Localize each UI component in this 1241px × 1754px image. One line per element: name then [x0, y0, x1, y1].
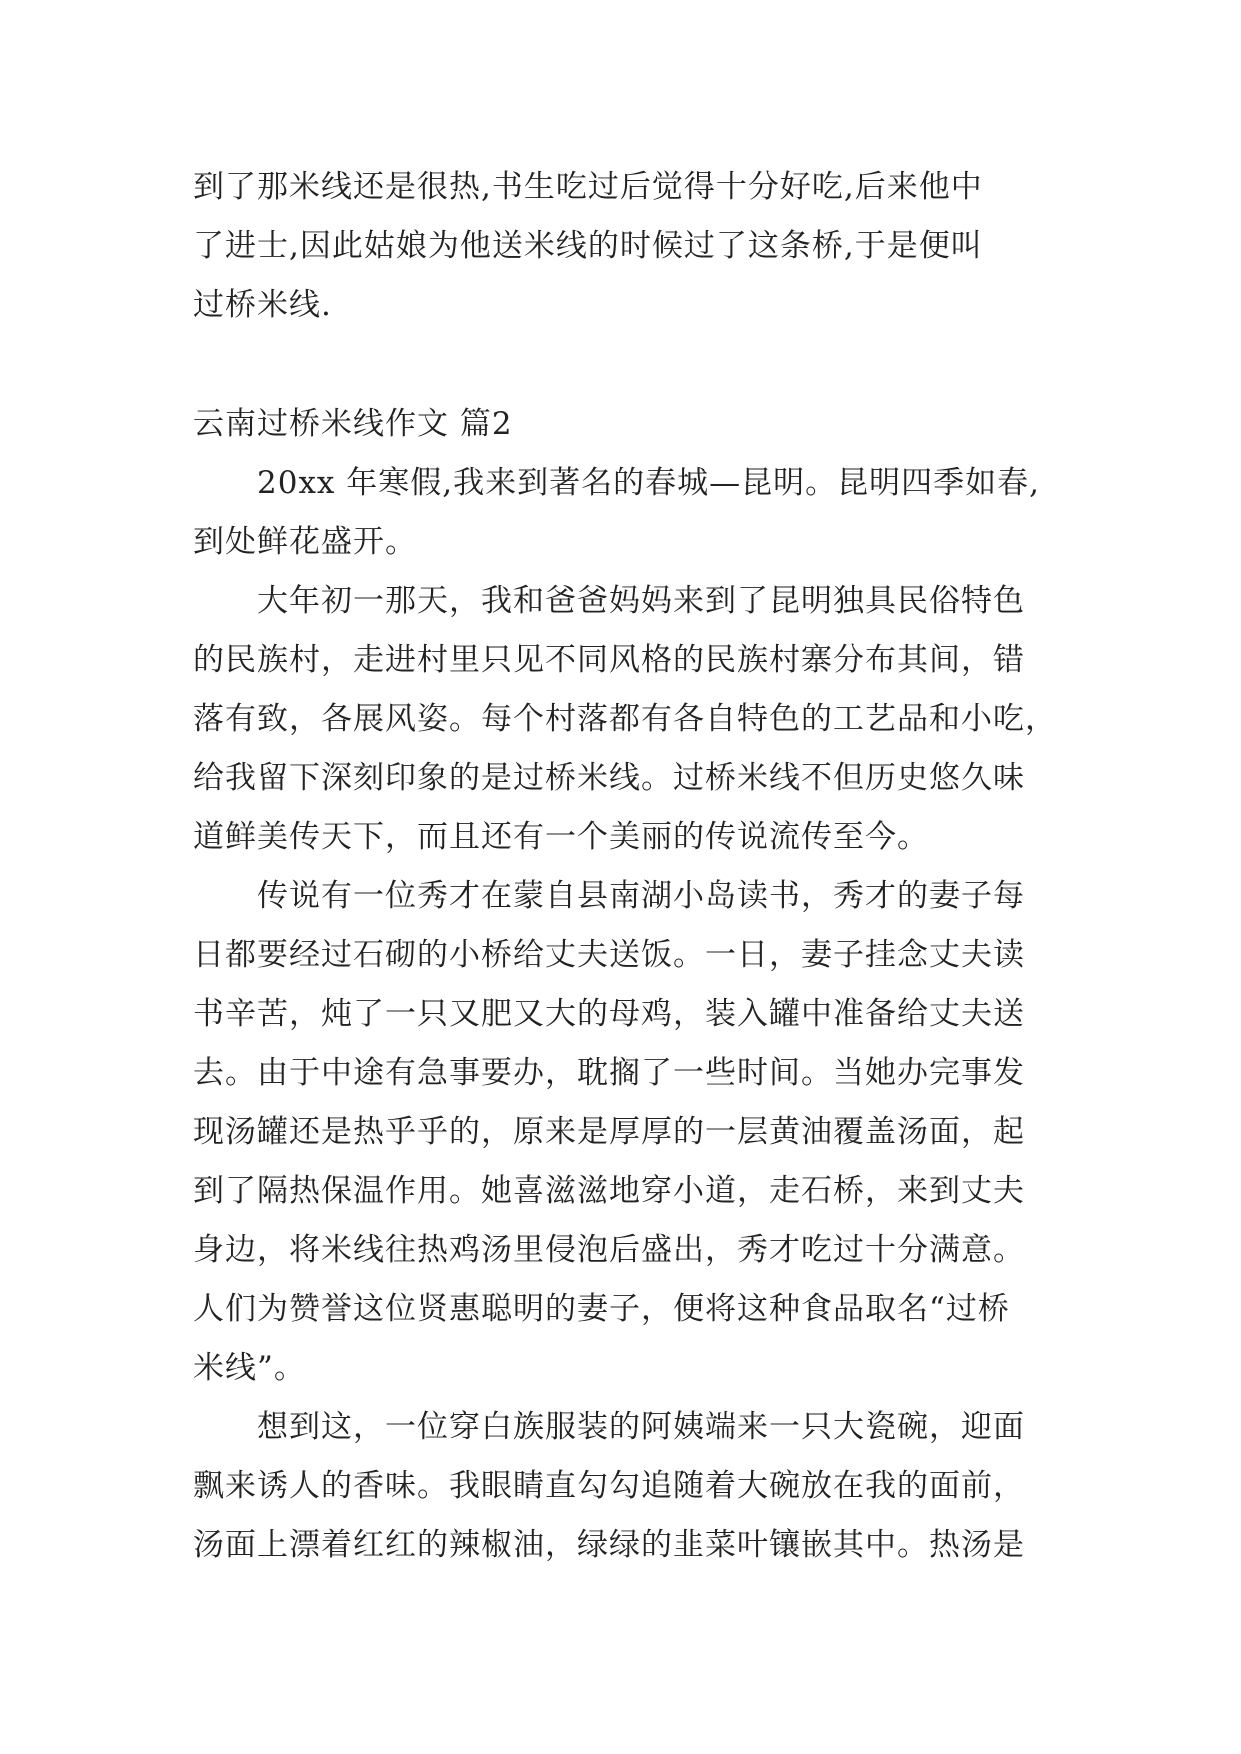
text-line: 人们为赞誉这位贤惠聪明的妻子，便将这种食品取名“过桥	[193, 1291, 1010, 1327]
paragraph	[193, 572, 1057, 867]
text-line: 去。由于中途有急事要办，耽搁了一些时间。当她办完事发	[193, 1055, 1025, 1091]
text-line: 飘来诱人的香味。我眼睛直勾勾追随着大碗放在我的面前，	[193, 1468, 1025, 1504]
text-line: 大年初一那天，我和爸爸妈妈来到了昆明独具民俗特色	[257, 583, 1025, 619]
text-line: 现汤罐还是热乎乎的，原来是厚厚的一层黄油覆盖汤面，起	[193, 1114, 1025, 1150]
text-line: 书辛苦，炖了一只又肥又大的母鸡，装入罐中准备给丈夫送	[193, 996, 1025, 1032]
text-line: 落有致，各展风姿。每个村落都有各自特色的工艺品和小吃，	[193, 701, 1057, 737]
text-line: 给我留下深刻印象的是过桥米线。过桥米线不但历史悠久味	[193, 760, 1025, 796]
text-line: 到了隔热保温作用。她喜滋滋地穿小道，走石桥，来到丈夫	[193, 1173, 1025, 1209]
paragraph	[193, 867, 1053, 1398]
text-line: 到处鲜花盛开。	[193, 524, 417, 560]
paragraph	[193, 1398, 1053, 1575]
text-line: 20xx 年寒假,我来到著名的春城—昆明。昆明四季如春,	[257, 465, 1040, 501]
text-line: 的民族村，走进村里只见不同风格的民族村寨分布其间，错	[193, 642, 1025, 678]
text-line: 过桥米线.	[193, 287, 332, 323]
section-heading: 云南过桥米线作文 篇2	[193, 406, 513, 442]
document-body	[193, 158, 1057, 1575]
text-line: 想到这，一位穿白族服装的阿姨端来一只大瓷碗，迎面	[257, 1409, 1025, 1445]
section-spacer	[193, 335, 1053, 395]
text-line: 汤面上漂着红红的辣椒油，绿绿的韭菜叶镶嵌其中。热汤是	[193, 1527, 1025, 1563]
paragraph	[193, 454, 1053, 572]
text-line: 道鲜美传天下，而且还有一个美丽的传说流传至今。	[193, 819, 929, 855]
text-line: 米线”。	[193, 1350, 306, 1386]
text-line: 到了那米线还是很热,书生吃过后觉得十分好吃,后来他中	[193, 169, 983, 205]
text-line: 日都要经过石砌的小桥给丈夫送饭。一日，妻子挂念丈夫读	[193, 937, 1025, 973]
text-line: 了进士,因此姑娘为他送米线的时候过了这条桥,于是便叫	[193, 228, 983, 264]
intro-paragraph	[193, 158, 1053, 335]
text-line: 传说有一位秀才在蒙自县南湖小岛读书，秀才的妻子每	[257, 878, 1025, 914]
text-line: 身边，将米线往热鸡汤里侵泡后盛出，秀才吃过十分满意。	[193, 1232, 1025, 1268]
